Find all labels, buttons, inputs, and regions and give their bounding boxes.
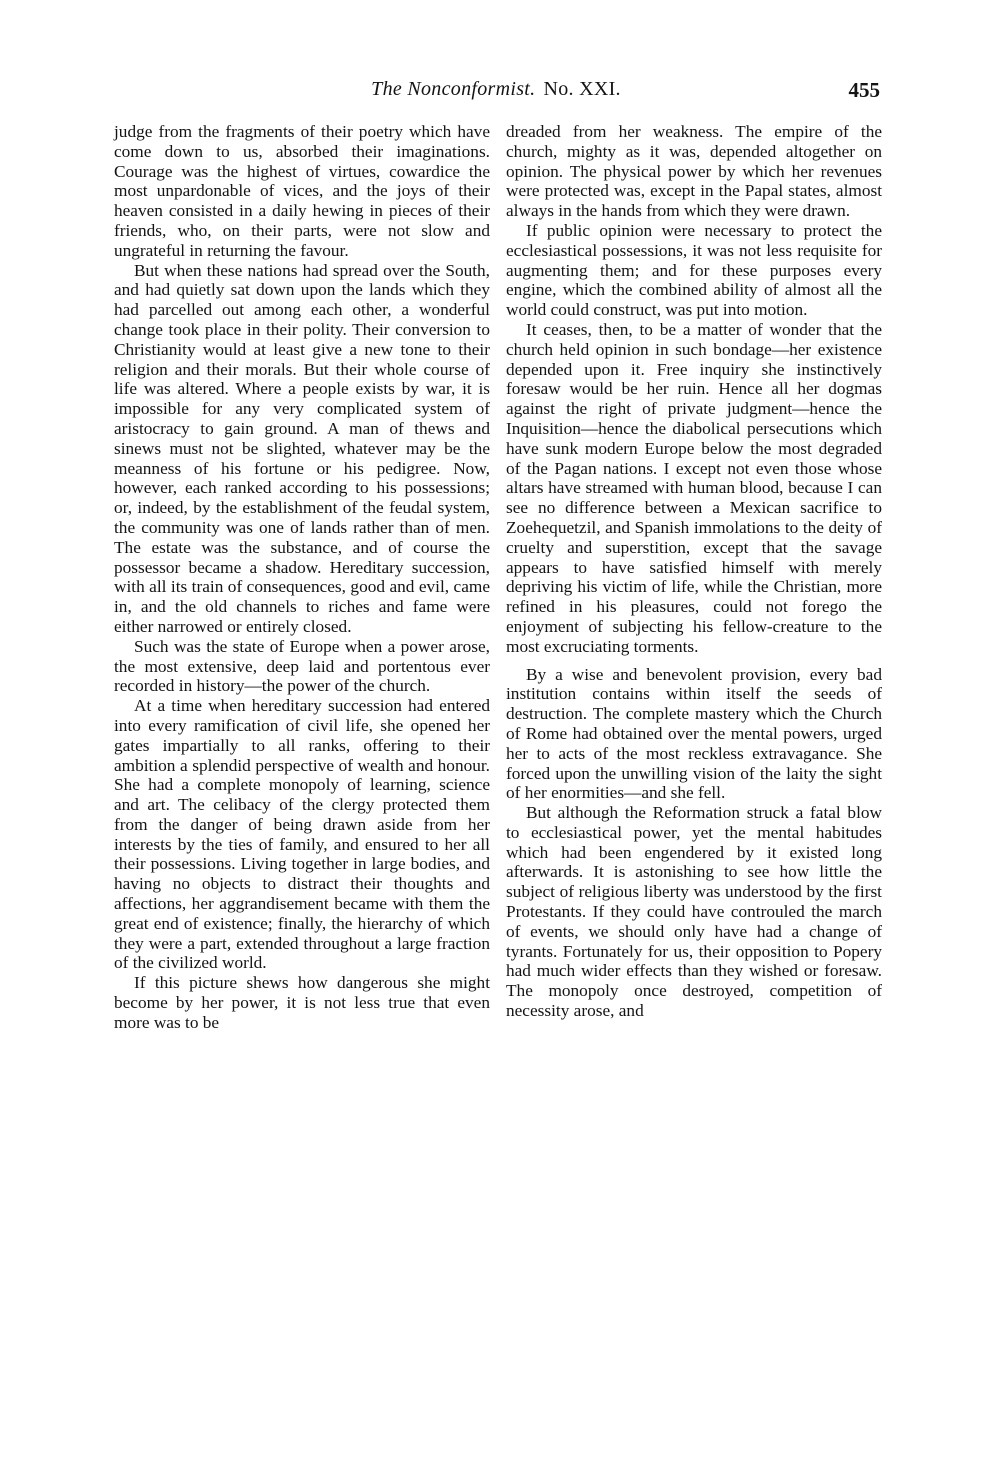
paragraph: By a wise and benevolent provision, every bad institution contains within itself the seeds of destruction. The complete mastery which the Church of Rome had obtained over the mental powers, urged her to acts of the most reckless extravagance. She forced upon the unwilling vision of the laity the sight of her enormities—and she fell. (506, 664, 882, 803)
paragraph: But although the Reformation struck a fatal blow to ecclesiastical power, yet the mental habitudes which had been engendered by it existed long afterwards. It is astonishing to see how little the subject of religious liberty was understood by the first Protestants. If they could have controuled the march of events, we should only have had a change of tyrants. Fortunately for us, their opposition to Popery had much wider effects than they wished or foresaw. The monopoly once destroyed, competition of necessity arose, and (506, 803, 882, 1021)
issue-number: No. XXI. (543, 78, 621, 100)
paragraph: Such was the state of Europe when a power arose, the most extensive, deep laid and portentous ever recorded in history—the power of the church. (114, 636, 490, 696)
paragraph: If public opinion were necessary to protect the ecclesiastical possessions, it was not less requisite for augmenting them; and for these purposes every engine, which the combined ability of almost all the world could construct, was put into motion. (506, 220, 882, 320)
right-column (506, 122, 882, 1021)
paragraph: dreaded from her weakness. The empire of the church, mighty as it was, depended altogether on opinion. The physical power by which her revenues were protected was, except in the Papal states, almost always in the hands from which they were drawn. (506, 122, 882, 221)
paragraph: At a time when hereditary succession had entered into every ramification of civil life, she opened her gates impartially to all ranks, offering to their ambition a splendid perspective of wealth and honour. She had a complete monopoly of learning, science and art. The celibacy of the clergy protected them from the danger of being drawn aside from her interests by the ties of family, and ensured to her all their possessions. Living together in large bodies, and having no objects to distract their thoughts and affections, her aggrandisement became with them the great end of existence; finally, the hierarchy of which they were a part, extended throughout a large fraction of the civilized world. (114, 696, 490, 973)
page-header (112, 78, 880, 108)
running-title (112, 78, 880, 101)
paragraph: It ceases, then, to be a matter of wonder that the church held opinion in such bondage—her existence depended upon it. Free inquiry she instinctively foresaw would be her ruin. Hence all her dogmas against the right of private judgment—hence the Inquisition—hence the diabolical persecutions which have sunk modern Europe below the most degraded of the Pagan nations. I except not even those whose altars have streamed with human blood, because I can see no difference between a Mexican sacrifice to Zoehequetzil, and Spanish immolations to the deity of cruelty and superstition, except that the savage appears to have satisfied himself with merely depriving his victim of life, while the Christian, more refined in his pleasures, could not forego the enjoyment of subjecting his fellow-creature to the most excruciating torments. (506, 319, 882, 656)
page-number: 455 (848, 78, 880, 102)
journal-title: The Nonconformist. (371, 78, 536, 100)
paragraph: judge from the fragments of their poetry which have come down to us, absorbed their imaginations. Courage was the highest of virtues, cowardice the most unpardonable of vices, and the joys of their heaven consisted in a daily hewing in pieces of their friends, who, on their parts, were not slow and ungrateful in returning the favour. (114, 122, 490, 260)
paragraph: But when these nations had spread over the South, and had quietly sat down upon the lands which they had parcelled out among each other, a wonderful change took place in their polity. Their conversion to Christianity would at least give a new tone to their religion and their morals. But their whole course of life was altered. Where a people exists by war, it is impossible for any very complicated system of aristocracy to gain ground. A man of thews and sinews must not be slighted, whatever may be the meanness of his fortune or his pedigree. Now, however, each ranked according to his possessions; or, indeed, by the establishment of the feudal system, the community was one of lands rather than of men. The estate was the substance, and of course the possessor became a shadow. Hereditary succession, with all its train of consequences, good and evil, came in, and the old channels to riches and fame were either narrowed or entirely closed. (114, 260, 490, 636)
left-column (114, 122, 490, 1033)
paragraph: If this picture shews how dangerous she might become by her power, it is not less true that even more was to be (114, 973, 490, 1032)
